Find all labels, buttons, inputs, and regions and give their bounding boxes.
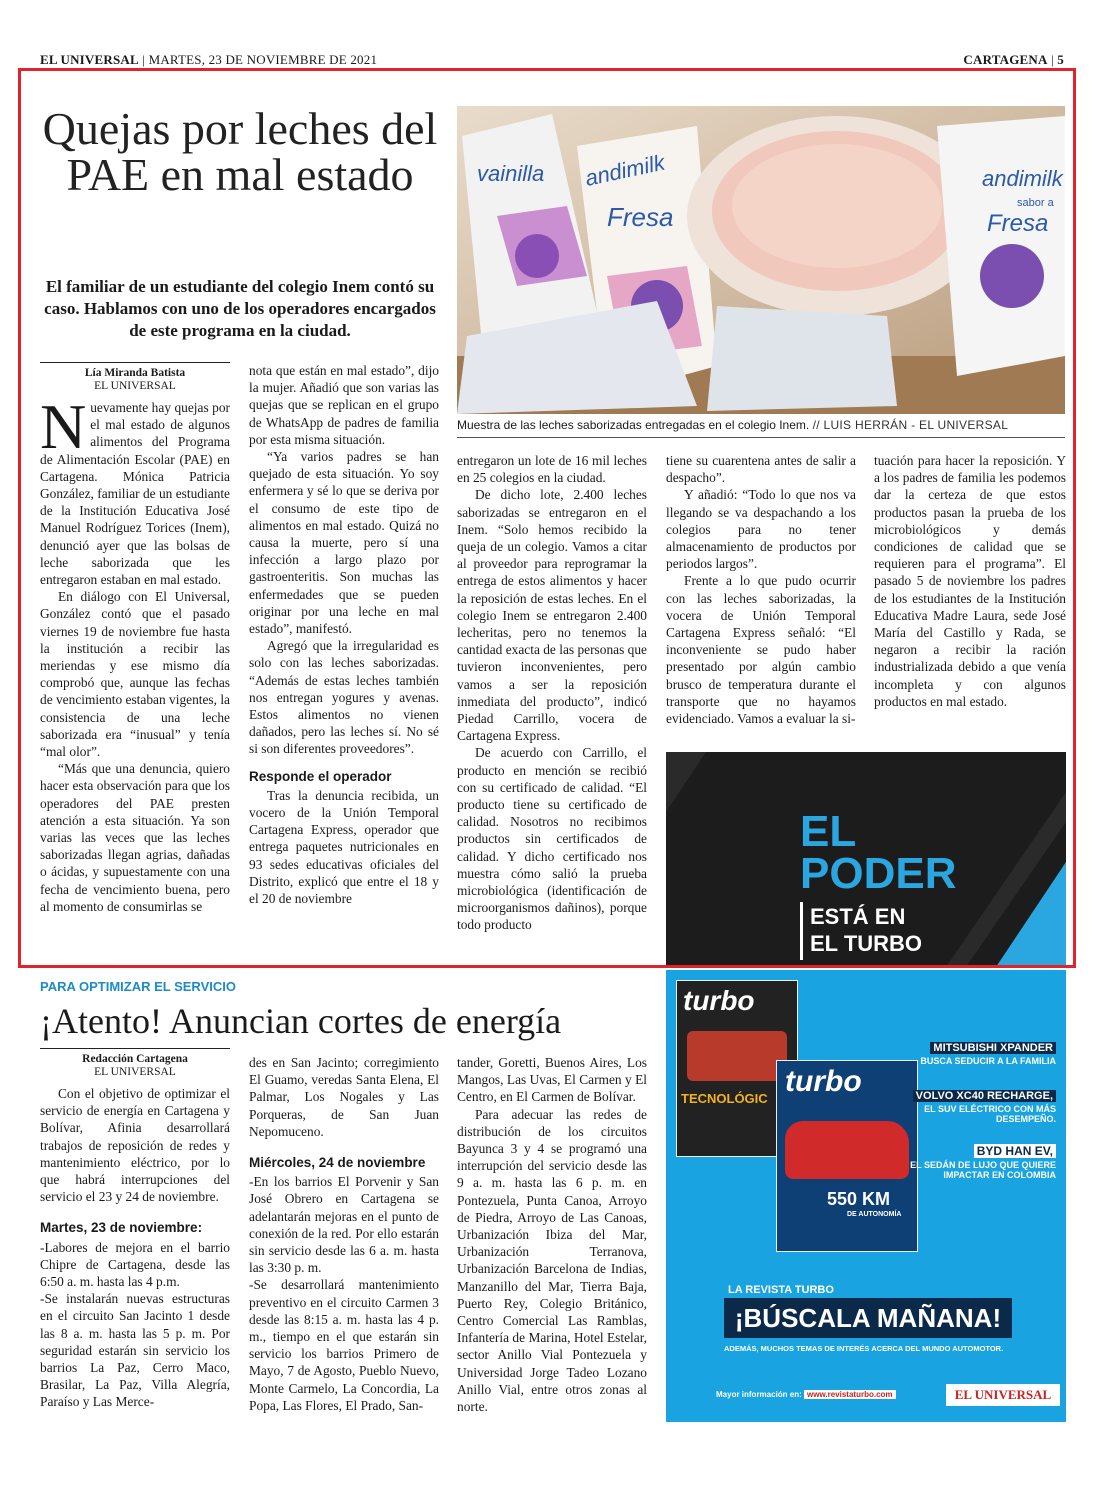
article-paragraph: entregaron un lote de 16 mil leches en 25 colegios en la ciudad. xyxy=(457,453,647,486)
ad-info: Mayor información en: www.revistaturbo.com xyxy=(716,1390,896,1399)
article-paragraph: Para adecuar las redes de distribución de los circuitos Bayunca 3 y 4 se programó una interrupción del servicio desde las 9 a. m. hasta las 6 p. m. en Pontezuela, Punta Canoa, Arroyo de Piedra, Arroyo de Las Canoas, Urbanización Ibiza del Mar, Urbanización Terranova, Urbanización Barcelona de Indias, Manzanillo del Mar, Tierra Baja, Puerto Rey, Colegio Británico, Centro Comercial Las Ramblas, Infantería de Marina, Hotel Estelar, sector Anillo Vial Pontezuela y Universidad Jorge Tadeo Lozano Anillo Vial, entre otros zonas al norte. xyxy=(457,1106,647,1415)
cover-front-km-sub: DE AUTONOMÍA xyxy=(847,1211,902,1218)
article-dek: El familiar de un estudiante del colegio Inem contó su caso. Hablamos con uno de los operadores encargados de este programa en la ciudad. xyxy=(44,277,436,340)
author-name: Lía Miranda Batista xyxy=(84,367,186,379)
ad-bullet-1: MITSUBISHI XPANDER BUSCA SEDUCIR A LA FAMILIA xyxy=(920,1042,1056,1066)
article-paragraph: Agregó que la irregularidad es solo con las leches saborizadas. “Además de estas leches también nos entregan yogures y avenas. Estos alimentos no vienen dañados, pero las leches sí. No sé si son diferentes proveedores”. xyxy=(249,638,439,757)
article2-kicker: PARA OPTIMIZAR EL SERVICIO xyxy=(40,979,236,994)
issue-date: MARTES, 23 DE NOVIEMBRE DE 2021 xyxy=(148,52,378,67)
article-paragraph: Tras la denuncia recibida, un vocero de la Unión Temporal Cartagena Express, operador que entrega paquetes nutricionales en 93 sedes educativas oficiales del Distrito, explicó que entre el 18 y el 20 de noviembre xyxy=(249,787,439,907)
highlight-frame xyxy=(18,68,1076,968)
drop-cap: N xyxy=(40,391,87,462)
article-paragraph: Y añadió: “Todo lo que nos va llegando se va despachando a los colegios para no tener almacenamiento de productos por periodos largos”. xyxy=(666,487,856,572)
article-paragraph: “Ya varios padres se han quejado de esta situación. Yo soy enfermera y sé lo que se deriva por el consumo de este tipo de alimentos en mal estado. Quizá no causa la muerte, pero sí una infección a largo plazo por gastroenteritis. Son muchas las enfermedades que se pueden originar por una leche en mal estado”, manifestó. xyxy=(249,449,439,637)
ad-label: LA REVISTA TURBO xyxy=(728,1284,834,1296)
ad-line-poder: PODER xyxy=(800,849,957,898)
article-paragraph: nota que están en mal estado”, dijo la mujer. Añadió que son varias las quejas que se replican en el grupo de WhatsApp de padres de familia por esta misma situación. xyxy=(249,363,439,447)
page-number: 5 xyxy=(1057,52,1064,67)
ad-url[interactable]: www.revistaturbo.com xyxy=(804,1390,896,1399)
page-header-right: CARTAGENA | 5 xyxy=(963,52,1064,67)
section-name: CARTAGENA xyxy=(963,52,1048,67)
photo-text-fresa-2: Fresa xyxy=(987,210,1049,237)
article-paragraph: En diálogo con El Universal, González contó que el pasado viernes 19 de noviembre fue hasta la institución a recibir las meriendas y ese mismo día comprobó que, aunque las fechas de vencimiento estaban vigentes, la consistencia de una leche saborizada era “inusual” y tenía “mal olor”. xyxy=(40,589,231,760)
article-paragraph: -Se desarrollará mantenimiento preventivo en el circuito Carmen 3 desde las 8:15 a. m. hasta las 4 p. m., tiempo en el que estarán sin servicio los barrios Primero de Mayo, 7 de Agosto, Pueblo Nuevo, Monte Carmelo, La Concordia, La Popa, Las Flores, El Prado, San- xyxy=(249,1277,439,1413)
photo-text-fresa-1: Fresa xyxy=(607,202,674,232)
article-paragraph: tuación para hacer la reposición. Y a los padres de familia les podemos dar la certeza de que estos productos pasan la prueba de los microbiológicos y demás condiciones de calidad que se requieren para el programa”. El pasado 5 de noviembre los padres de los estudiantes de la Institución Educativa Madre Laura, sede José María del Castillo y Rada, se negaron a recibir la ración industrializada debido a que venía incompleta y con algunos productos en mal estado. xyxy=(874,453,1066,709)
article-paragraph: Con el objetivo de optimizar el servicio de energía en Cartagena y Bolívar, Afinia desarrollará trabajos de reposición de redes y mantenimiento eléctrico, por lo que habrá interrupciones del servicio el 23 y 24 de noviembre. xyxy=(40,1086,230,1205)
cover-back-car xyxy=(687,1031,787,1081)
cover-back-title: turbo xyxy=(683,985,755,1016)
ad-line-esta-en: ESTÁ EN xyxy=(810,904,906,929)
ad-cta: ¡BÚSCALA MAÑANA! xyxy=(724,1298,1012,1338)
ad-brand-logo: EL UNIVERSAL xyxy=(946,1384,1060,1406)
photo-text-vainilla: vainilla xyxy=(477,161,545,186)
article-paragraph: Nuevamente hay quejas por el mal estado de algunos alimentos del Programa de Alimentación Escolar (PAE) en Cartagena. Mónica Patricia González, familiar de un estudiante de la Institución Educativa José Manuel Rodríguez Torices (Inem), denunció ayer que las bolsas de leche saborizada que les entregaron estaban en mal estado. xyxy=(40,391,230,588)
paper-name: EL UNIVERSAL xyxy=(40,52,139,67)
cover-front-car xyxy=(785,1121,909,1179)
caption-text: Muestra de las leches saborizadas entregadas en el colegio Inem. xyxy=(457,418,810,432)
article-paragraph: des en San Jacinto; corregimiento El Guamo, veredas Santa Elena, El Palmar, Los Nogales y Las Porqueras, de San Juan Nepomuceno. xyxy=(249,1055,439,1139)
photo-text-andimilk-1: andimilk xyxy=(582,149,667,191)
article-paragraph: -Labores de mejora en el barrio Chipre de Cartagena, desde las 6:50 a. m. hasta las 4 p.m. xyxy=(40,1239,230,1290)
ad-tagline: ADEMÁS, MUCHOS TEMAS DE INTERÉS ACERCA DEL MUNDO AUTOMOTOR. xyxy=(724,1344,1004,1353)
article2-column-1 xyxy=(40,1048,230,1411)
article-paragraph: tander, Goretti, Buenos Aires, Los Mangos, Las Uvas, El Carmen y El Centro, en El Carmen de Bolívar. xyxy=(457,1055,647,1105)
byline xyxy=(40,1053,230,1079)
author-name: Redacción Cartagena xyxy=(82,1053,188,1065)
article-paragraph: -Se instalarán nuevas estructuras en el circuito San Jacinto 1 desde las 8 a. m. hasta las 5 p. m. Por seguridad estarán sin servicio los barrios La Paz, Cerro Maco, Brasilar, La Paz, Villa Alegría, Paraíso y Las Merce- xyxy=(40,1291,230,1410)
article-paragraph: De dicho lote, 2.400 leches saborizadas se entregaron en el Inem. “Solo hemos recibido la queja de un colegio. Vamos a citar al proveedor para reprogramar la entrega de estos alimentos y hacer la reposición de estas leches. En el colegio Inem se entregaron 2.400 lecheritas, pero no tenemos la cantidad exacta de las personas que tuvieron inconvenientes, pero vamos a ser la reposición inmediata del producto”, indicó Piedad Carrillo, vocera de Cartagena Express. xyxy=(457,487,647,744)
ad-line-el-turbo: EL TURBO xyxy=(810,931,923,956)
article-subhead: Responde el operador xyxy=(249,768,392,784)
article2-column-3 xyxy=(457,1054,647,1415)
article2-column-2 xyxy=(249,1054,439,1414)
author-outlet: EL UNIVERSAL xyxy=(94,1066,176,1078)
article-paragraph: tiene su cuarentena antes de salir a despacho”. xyxy=(666,453,856,486)
page-header-left: EL UNIVERSAL | MARTES, 23 DE NOVIEMBRE DE 2021 xyxy=(40,52,378,67)
photo-text-sabor: sabor a xyxy=(1017,197,1054,209)
article2-headline: ¡Atento! Anuncian cortes de energía xyxy=(40,1001,562,1041)
article-headline: Quejas por leches del PAE en mal estado xyxy=(42,103,438,200)
ad-bullet-2: VOLVO XC40 RECHARGE, EL SUV ELÉCTRICO CON MÁS DESEMPEÑO. xyxy=(906,1086,1056,1124)
byline-rule xyxy=(40,1048,230,1049)
ad-revista-turbo[interactable] xyxy=(666,970,1066,1422)
caption-credit: // LUIS HERRÁN - EL UNIVERSAL xyxy=(812,418,1009,432)
article-paragraph: “Más que una denuncia, quiero hacer esta observación para que los operadores del PAE presten atención a esta situación. Ya son varias las veces que las leches saborizadas llegan agrias, dañadas o ácidas, y supuestamente con una fecha de vencimiento buena, pero al momento de consumirlas se xyxy=(40,761,230,914)
author-outlet: EL UNIVERSAL xyxy=(94,380,176,392)
cover-back-headline: TECNOLÓGIC xyxy=(681,1091,768,1106)
article-paragraph: Frente a lo que pudo ocurrir con las leches saborizadas, la vocera de Unión Temporal Cartagena Express señaló: “El inconveniente se pudo haber presentado por algún cambio brusco de temperatura durante el transporte que no hayamos evidenciado. Vamos a evaluar la si- xyxy=(666,573,856,727)
article-paragraph: De acuerdo con Carrillo, el producto en mención se recibió con su certificado de calidad. “El producto tiene su certificado de calidad. Nosotros no recibimos productos sin certificados de calidad. Y dicho certificado nos muestra cómo salió la prueba microbiológica (identificación de microorganismos dañinos), porque todo producto xyxy=(457,745,647,933)
article2-subhead-miercoles: Miércoles, 24 de noviembre xyxy=(249,1155,426,1171)
article-paragraph: -En los barrios El Porvenir y San José Obrero en Cartagena se adelantarán mejoras en el punto de conexión de la red. Por ello estarán sin servicio desde las 6 a. m. hasta las 3:30 p. m. xyxy=(249,1174,439,1276)
cover-front-km: 550 KM xyxy=(827,1189,891,1209)
ad-line-el: EL xyxy=(800,807,857,856)
cover-front-title: turbo xyxy=(785,1065,862,1098)
article2-subhead-martes: Martes, 23 de noviembre: xyxy=(40,1220,203,1236)
ad-bullet-3: BYD HAN EV, EL SEDÁN DE LUJO QUE QUIERE IMPACTAR EN COLOMBIA xyxy=(910,1144,1056,1180)
photo-text-andimilk-2: andimilk xyxy=(982,166,1063,191)
